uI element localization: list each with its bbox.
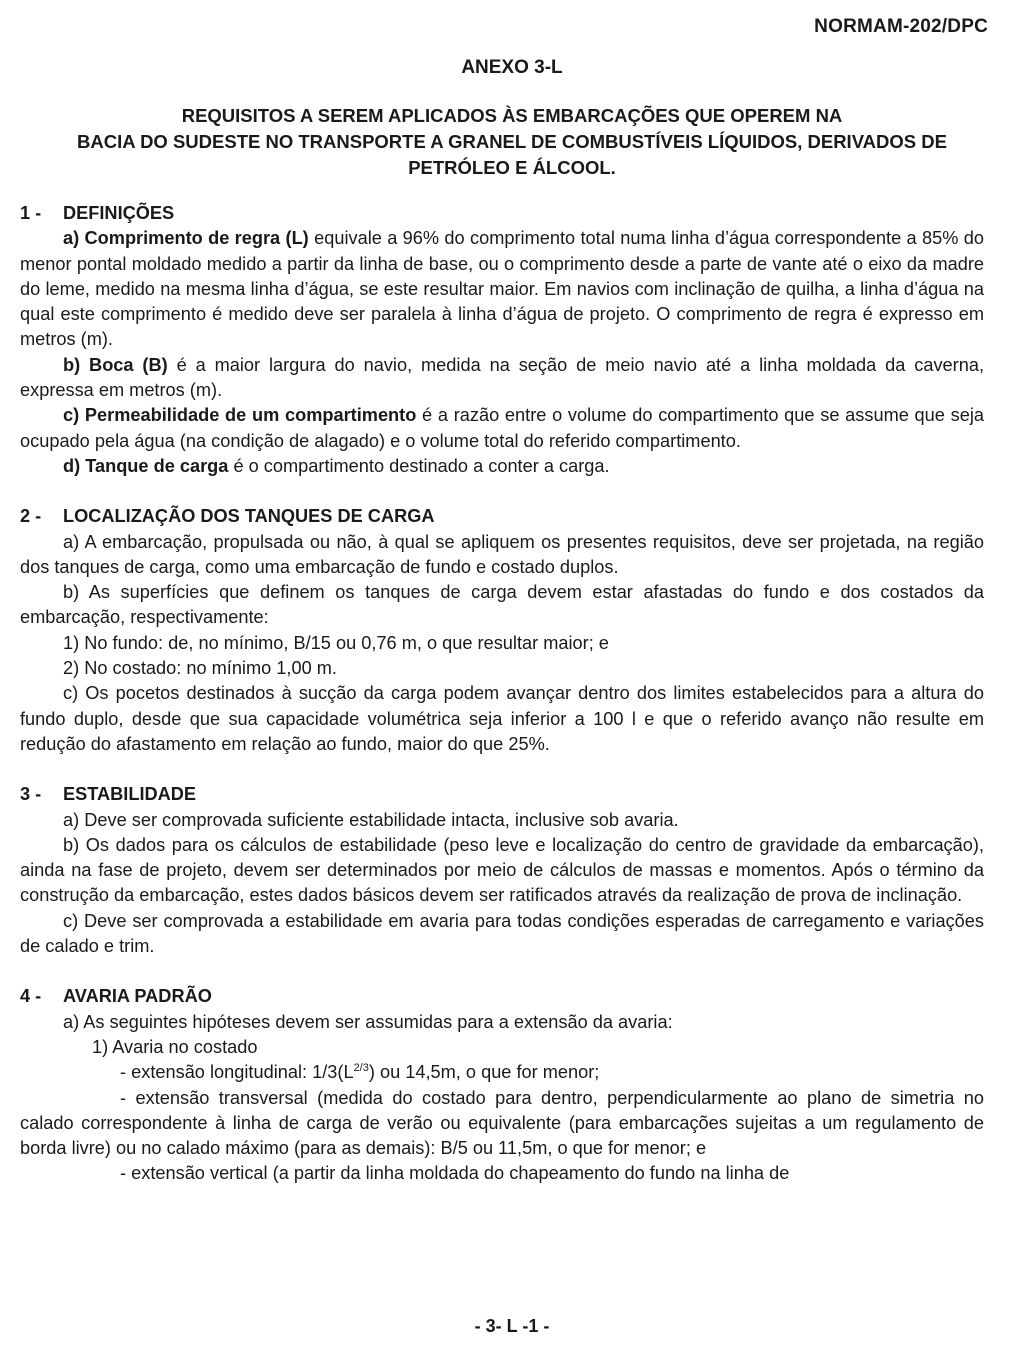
- paragraph-3c: c) Deve ser comprovada a estabilidade em avaria para todas condições esperadas de carregamento e variações de calado e trim.: [20, 910, 984, 957]
- paragraph-1a: [20, 226, 984, 352]
- paragraph-2b2: 2) No costado: no mínimo 1,00 m.: [63, 658, 337, 679]
- formula-exponent: 2/3: [353, 1062, 369, 1075]
- paragraph-text: equivale a 96% do comprimento total numa linha d’água correspondente a 85% do menor pontal moldado medido a partir da linha de base, ou o comprimento desde a parte de vante até o eixo da madre do leme, medido na mesma linha d’água, se este resultar maior. Em navios com inclinação de quilha, a linha d’água na qual este comprimento é medido deve ser paralela à linha d’água de projeto. O comprimento de regra é expresso em metros (m).: [20, 228, 985, 350]
- document-header-code: NORMAM-202/DPC: [814, 16, 988, 37]
- section-number: 2 -: [20, 506, 42, 527]
- paragraph-longitudinal-extent: [20, 1060, 984, 1085]
- paragraph-text: é o compartimento destinado a conter a carga.: [228, 455, 610, 476]
- section-number: 4 -: [20, 986, 42, 1007]
- section-standard-damage: [20, 984, 984, 1186]
- section-heading: [20, 782, 984, 807]
- section-title: AVARIA PADRÃO: [63, 986, 212, 1007]
- term-cargo-tank: d) Tanque de carga: [63, 455, 229, 476]
- paragraph-1b: [20, 353, 984, 404]
- section-stability: [20, 782, 984, 959]
- title-line-1: REQUISITOS A SEREM APLICADOS ÀS EMBARCAÇÕES QUE OPEREM NA: [181, 105, 843, 126]
- section-tank-location: [20, 504, 984, 757]
- section-definitions: [20, 201, 984, 479]
- paragraph-3b: b) Os dados para os cálculos de estabilidade (peso leve e localização do centro de gravidade da embarcação), ainda na fase de projeto, devem ser determinados por meio de cálculos de massas e momentos. Após o término da construção da embarcação, estes dados básicos devem ser ratificados através da realização de prova de inclinação.: [20, 834, 984, 906]
- paragraph-4a1: 1) Avaria no costado: [92, 1036, 258, 1057]
- term-rule-length: a) Comprimento de regra (L): [63, 228, 309, 249]
- paragraph-1d: [20, 454, 984, 479]
- page-number: - 3- L -1 -: [474, 1316, 550, 1336]
- paragraph-2c: c) Os pocetos destinados à sucção da carga podem avançar dentro dos limites estabelecidos para a altura do fundo duplo, desde que sua capacidade volumétrica seja inferior a 100 l e que o referido avanço não resulte em redução do afastamento em relação ao fundo, maior do que 25%.: [20, 683, 984, 754]
- title-line-3: PETRÓLEO E ÁLCOOL.: [408, 157, 616, 178]
- formula-suffix: ) ou 14,5m, o que for menor;: [368, 1062, 600, 1083]
- term-beam: b) Boca (B): [63, 354, 168, 375]
- paragraph-4a: a) As seguintes hipóteses devem ser assumidas para a extensão da avaria:: [63, 1011, 673, 1032]
- document-title: [0, 103, 1024, 181]
- paragraph-1c: [20, 403, 984, 454]
- section-title: ESTABILIDADE: [63, 784, 197, 805]
- term-permeability: c) Permeabilidade de um compartimento: [63, 405, 417, 426]
- section-number: 3 -: [20, 784, 42, 805]
- section-title: DEFINIÇÕES: [63, 203, 175, 223]
- paragraph-3a: a) Deve ser comprovada suficiente estabilidade intacta, inclusive sob avaria.: [63, 809, 679, 830]
- section-title: LOCALIZAÇÃO DOS TANQUES DE CARGA: [63, 506, 435, 527]
- section-heading: [20, 984, 984, 1009]
- formula-prefix: - extensão longitudinal: 1/3(L: [120, 1062, 354, 1083]
- paragraph-text: é a maior largura do navio, medida na seção de meio navio até a linha moldada da caverna, expressa em metros (m).: [20, 354, 984, 401]
- section-heading: [20, 201, 984, 226]
- section-number: 1 -: [20, 203, 42, 223]
- annex-title: ANEXO 3-L: [461, 57, 563, 78]
- paragraph-transverse-extent: - extensão transversal (medida do costado para dentro, perpendicularmente ao plano de simetria no calado correspondente à linha de carga de verão ou equivalente (para embarcações sujeitas a um regulamento de borda livre) ou no calado máximo (para as demais): B/5 ou 11,5m, o que for menor; e: [20, 1087, 984, 1159]
- paragraph-2a: a) A embarcação, propulsada ou não, à qual se apliquem os presentes requisitos, deve ser projetada, na região dos tanques de carga, como uma embarcação de fundo e costado duplos.: [20, 531, 984, 577]
- paragraph-text: é a razão entre o volume do compartimento que se assume que seja ocupado pela água (na condição de alagado) e o volume total do referido compartimento.: [20, 405, 984, 451]
- paragraph-2b: b) As superfícies que definem os tanques de carga devem estar afastadas do fundo e dos costados da embarcação, respectivamente:: [20, 582, 984, 628]
- title-line-2: BACIA DO SUDESTE NO TRANSPORTE A GRANEL DE COMBUSTÍVEIS LÍQUIDOS, DERIVADOS DE: [77, 131, 947, 152]
- paragraph-vertical-extent: - extensão vertical (a partir da linha moldada do chapeamento do fundo na linha de: [120, 1163, 790, 1184]
- section-heading: [20, 504, 984, 529]
- paragraph-2b1: 1) No fundo: de, no mínimo, B/15 ou 0,76 m, o que resultar maior; e: [63, 632, 609, 653]
- document-body: [20, 201, 984, 1212]
